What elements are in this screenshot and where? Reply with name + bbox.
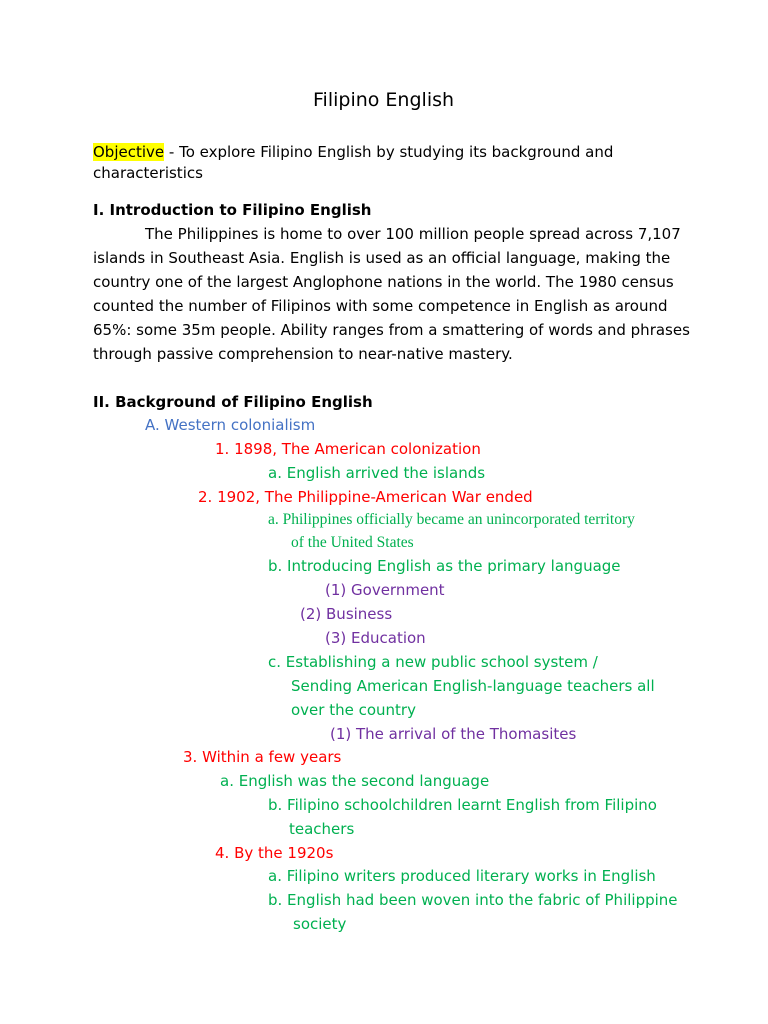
outline-item-2c: c. Establishing a new public school system / (268, 653, 598, 671)
outline-item-2c-cont: Sending American English-language teachers all (291, 677, 655, 695)
outline-item-2b: b. Introducing English as the primary language (268, 557, 621, 575)
outline-item-3b-cont: teachers (289, 820, 355, 838)
intro-paragraph-line: country one of the largest Anglophone nations in the world. The 1980 census (93, 273, 674, 291)
outline-item-4a: a. Filipino writers produced literary works in English (268, 867, 656, 885)
outline-item-2: 2. 1902, The Philippine-American War ended (198, 488, 533, 506)
outline-item-paren-3: (3) Education (325, 629, 426, 647)
document-title: Filipino English (313, 89, 455, 111)
intro-paragraph-line: counted the number of Filipinos with some competence in English as around (93, 297, 668, 315)
outline-item-thomasites: (1) The arrival of the Thomasites (330, 725, 577, 743)
outline-item-3: 3. Within a few years (183, 748, 342, 766)
intro-paragraph-line: 65%: some 35m people. Ability ranges from a smattering of words and phrases (93, 321, 690, 339)
outline-item-paren-2: (2) Business (300, 605, 393, 623)
intro-paragraph-line: The Philippines is home to over 100 million people spread across 7,107 (145, 225, 681, 243)
intro-paragraph-line: islands in Southeast Asia. English is used as an official language, making the (93, 249, 671, 267)
objective-label: Objective (93, 143, 165, 161)
outline-item-4b-cont: society (293, 915, 347, 933)
outline-item-4: 4. By the 1920s (215, 844, 334, 862)
section-1-heading: I. Introduction to Filipino English (93, 201, 372, 219)
intro-paragraph-line: through passive comprehension to near-native mastery. (93, 345, 513, 363)
outline-item-3b: b. Filipino schoolchildren learnt English from Filipino (268, 796, 657, 814)
outline-item-paren-1: (1) Government (325, 581, 445, 599)
outline-item-2a-cont: of the United States (291, 534, 414, 551)
outline-item-1a: a. English arrived the islands (268, 464, 486, 482)
section-2-heading: II. Background of Filipino English (93, 393, 373, 411)
outline-item-2a: a. Philippines officially became an unincorporated territory (268, 511, 635, 528)
outline-item-1: 1. 1898, The American colonization (215, 440, 481, 458)
objective-text: - To explore Filipino English by studying its background and (164, 143, 614, 161)
outline-item-a: A. Western colonialism (145, 416, 316, 434)
outline-item-4b: b. English had been woven into the fabric of Philippine (268, 891, 678, 909)
objective-text-cont: characteristics (93, 164, 203, 182)
outline-item-2c-cont: over the country (291, 701, 416, 719)
outline-item-3a: a. English was the second language (220, 772, 490, 790)
objective-line (93, 142, 613, 162)
